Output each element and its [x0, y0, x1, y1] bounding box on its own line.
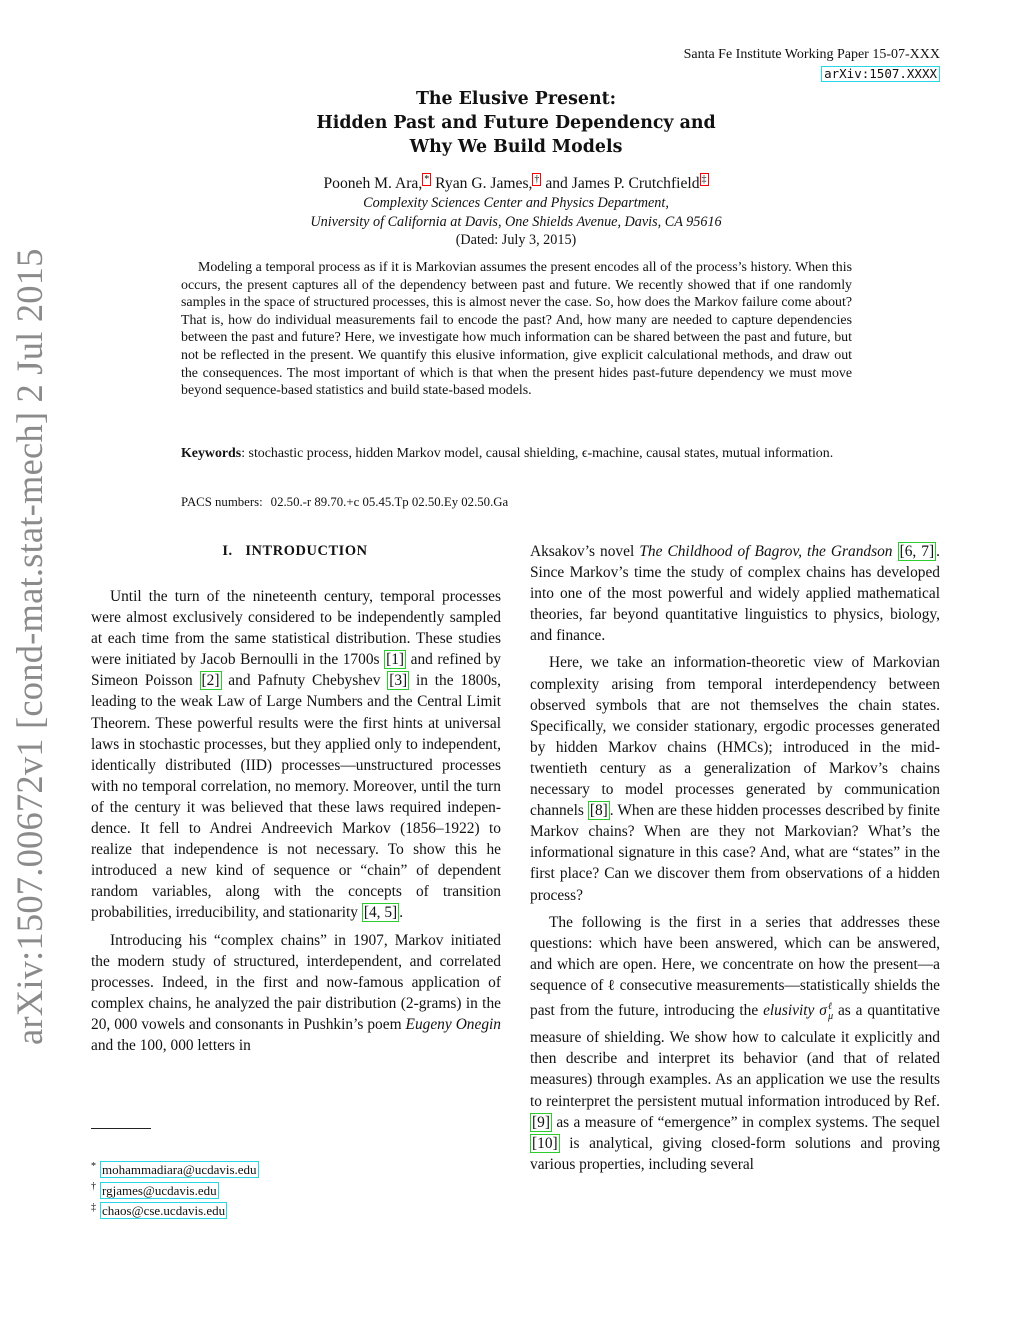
paper-title — [180, 87, 852, 159]
footnote-link-3[interactable]: ‡ — [701, 173, 707, 185]
keywords-label: Keywords — [181, 446, 242, 461]
elusivity-symbol: $\sigma^\ell_\mu$ — [819, 1000, 834, 1023]
citation-8[interactable]: [8] — [589, 802, 608, 820]
citation-1[interactable]: [1] — [386, 651, 405, 669]
affiliation-line-2: University of California at Davis, One Shields Avenue, Davis, CA 95616 — [310, 214, 722, 230]
intro-paragraph-4: The following is the first in a series that addresses these questions: which have been answered, which can be answered, and which are open. Here, we concentrate on how the present—a sequence of ℓ consecutive measurements—statistically shields the past from the future, introducing the elusivity $\sigma^\ell_\mu$ as a quantitative measure of shielding. We show how to calculate it explicitly and then describe and interpret its behavior (and that of related measures) through examples. As an application we use the results to reinterpret the persistent mutual information introduced by Ref. [9] as a measure of “emergence” in complex systems. The sequel [10] is analytical, giving closed-form solutions and proving various properties, including several — [530, 913, 941, 1173]
intro-paragraph-3: Here, we take an information-theoretic view of Markovian complexity arising from temporal interdependency between observed symbols that are not themselves the chain states. Specifically, we consider stationary, ergodic processes generated by hidden Markov chains (HMCs); introduced in the mid-twentieth century as a generalization of Markov’s chains necessary to model processes generated by communication channels [8] . When are these hidden processes described by finite Markov chains? When are they not Markovian? What’s the informational signature in this case? And, what are “states” in the first place? Can we discover them from observations of a hidden process? — [530, 654, 940, 904]
abstract — [181, 259, 852, 400]
affiliation-line-1: Complexity Sciences Center and Physics Department, — [363, 195, 669, 211]
title-line-2: Hidden Past and Future Dependency and — [316, 113, 716, 133]
footnote-3: ‡ chaos@cse.ucdavis.edu — [91, 1201, 226, 1218]
left-column — [91, 586, 501, 1056]
author-list — [180, 175, 852, 193]
citation-2[interactable]: [2] — [201, 672, 220, 690]
title-line-1: The Elusive Present: — [415, 89, 617, 109]
section-heading — [90, 543, 500, 560]
keywords-text: : stochastic process, hidden Markov model, causal shielding, ϵ-machine, causal states, mutual information. — [241, 446, 834, 461]
footnote-2: † rgjames@ucdavis.edu — [91, 1181, 217, 1198]
section-number: I. — [222, 543, 233, 559]
citation-9[interactable]: [9] — [532, 1113, 550, 1131]
intro-paragraph-1: Until the turn of the nineteenth century, temporal processes were almost exclusively considered to be independently sampled at each time from the same statistical distribution. These studies were initiated by Jacob Bernoulli in the 1700s [1] and refined by Simeon Poisson [2] and Pafnuty Chebyshev [3] in the 1800s, leading to the weak Law of Large Numbers and the Central Limit Theorem. These powerful results were the first hints at universal laws in stochastic processes, but they applied only to independent, identically distributed (IID) processes—unstructured processes with no temporal correlation, no memory. Moreover, until the turn of the century it was believed that these laws required independence. It fell to Andrei Andreevich Markov (1856–1922) to realize that independence is not necessary. To show this he introduced a new kind of sequence or “chain” of dependent random variables, along with the concepts of transition probabilities, irreducibility, and stationarity [4, 5] . — [91, 588, 502, 922]
intro-paragraph-2: Introducing his “complex chains” in 1907, Markov initiated the modern study of structured, interdependent, and correlated processes. Indeed, in the first and now-famous application of complex chains, he analyzed the pair distribution (2-grams) in the 20, 000 vowels and consonants in Pushkin’s poem Eugeny Onegin and the 100, 000 letters in — [91, 931, 501, 1054]
arxiv-id-link[interactable]: arXiv:1507.XXXX — [821, 66, 940, 82]
right-column — [530, 541, 940, 1175]
citation-3[interactable]: [3] — [389, 672, 408, 690]
pacs-label: PACS numbers: — [181, 495, 263, 509]
email-link-crutchfield[interactable]: chaos@cse.ucdavis.edu — [102, 1202, 226, 1218]
email-link-ara[interactable]: mohammadiara@ucdavis.edu — [102, 1162, 257, 1178]
working-paper-label: Santa Fe Institute Working Paper 15-07-XXX — [683, 47, 940, 62]
email-link-james[interactable]: rgjames@ucdavis.edu — [102, 1182, 217, 1198]
author-and: and — [545, 175, 568, 192]
author-james: Ryan G. James, — [435, 175, 533, 192]
citation-4-5[interactable]: [4, 5] — [363, 904, 398, 922]
section-title: INTRODUCTION — [245, 543, 368, 559]
footnote-link-2[interactable]: † — [534, 173, 540, 185]
pacs-numbers — [181, 495, 508, 510]
arxiv-side-stamp: arXiv:1507.00672v1 [cond-mat.stat-mech] 2 Jul 2015 — [9, 248, 50, 1045]
title-line-3: Why We Build Models — [409, 137, 623, 157]
citation-10[interactable]: [10] — [532, 1134, 558, 1152]
footnote-link-1[interactable]: * — [424, 173, 430, 185]
intro-paragraph-2-cont: Aksakov’s novel The Childhood of Bagrov, the Grandson [6, 7] . Since Markov’s time the study of complex chains has developed into one of the most powerful and widely applied mathematical theories, far beyond quantitative linguistics to physics, biology, and finance. — [530, 543, 940, 645]
author-crutchfield: James P. Crutchfield — [571, 175, 700, 192]
footnote-1: * mohammadiara@ucdavis.edu — [91, 1161, 257, 1178]
keywords — [181, 445, 852, 463]
footnotes — [91, 1158, 259, 1219]
citation-6-7[interactable]: [6, 7] — [899, 543, 935, 560]
abstract-text: Modeling a temporal process as if it is Markovian assumes the present encodes all of the process’s history. When this occurs, the present captures all of the dependency between past and future. We recently showed that if one randomly samples in the space of structured processes, this is almost never the case. So, how does the Markov failure come about? That is, how do individual measurements fail to encode the past? And, how many are needed to capture dependencies between the past and future? Here, we investigate how much information can be shared between the past and future, but not be reflected in the present. We quantify this elusive information, give explicit calculational methods, and draw out the consequences. The most important of which is that when the present hides past-future dependency we must move beyond sequence-based statistics and build state-based models. — [181, 260, 852, 399]
date-line: (Dated: July 3, 2015) — [455, 232, 577, 248]
affiliation — [180, 194, 852, 232]
pacs-value: 02.50.-r 89.70.+c 05.45.Tp 02.50.Ey 02.50.Ga — [270, 495, 509, 509]
footnote-rule — [91, 1128, 151, 1129]
author-ara: Pooneh M. Ara, — [323, 175, 423, 192]
